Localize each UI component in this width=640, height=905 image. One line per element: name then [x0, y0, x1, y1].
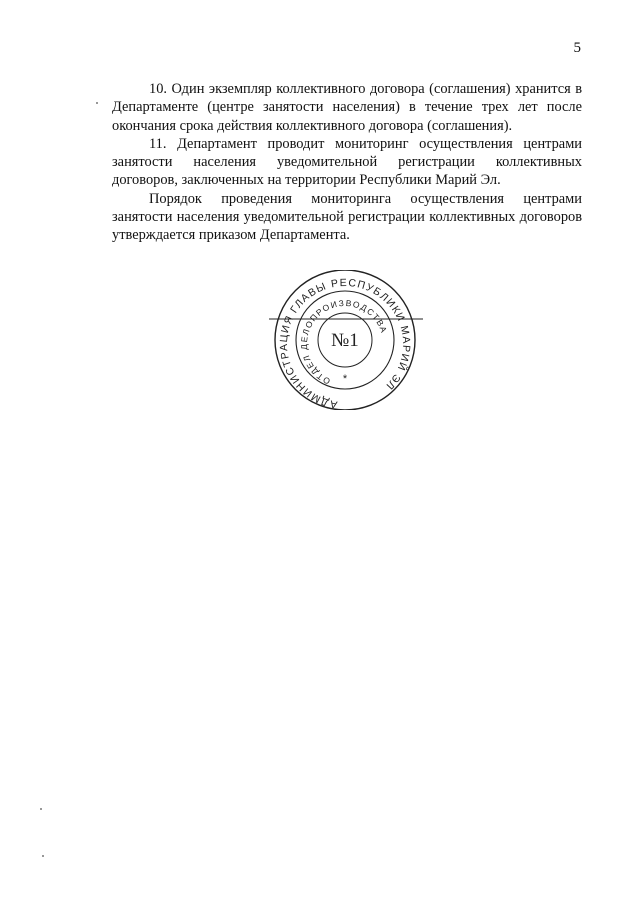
seal-number: №1: [331, 330, 359, 351]
page-number: 5: [573, 40, 581, 56]
scan-speck: [96, 102, 98, 104]
official-seal: [263, 270, 428, 410]
seal-outer-text: АДМИНИСТРАЦИЯ ГЛАВЫ РЕСПУБЛИКИ МАРИЙ ЭЛ: [277, 276, 413, 410]
scan-speck: [40, 808, 42, 810]
seal-inner-text: ОТДЕЛ ДЕЛОПРОИЗВОДСТВА: [298, 297, 390, 387]
scan-speck: [42, 855, 44, 857]
document-body: [112, 80, 582, 245]
seal-star: *: [342, 373, 348, 385]
paragraph-10: 10. Один экземпляр коллективного договора (соглашения) хранится в Департаменте (центре занятости населения) в течение трех лет после окончания срока действия коллективного договора (соглашения).: [112, 81, 582, 134]
paragraph-11: 11. Департамент проводит мониторинг осуществления центрами занятости населения уведомительной регистрации коллективных договоров, заключенных на территории Республики Марий Эл.: [112, 135, 582, 189]
paragraph-monitoring-order: Порядок проведения мониторинга осуществления центрами занятости населения уведомительной регистрации коллективных договоров утверждается приказом Департамента.: [112, 190, 582, 244]
